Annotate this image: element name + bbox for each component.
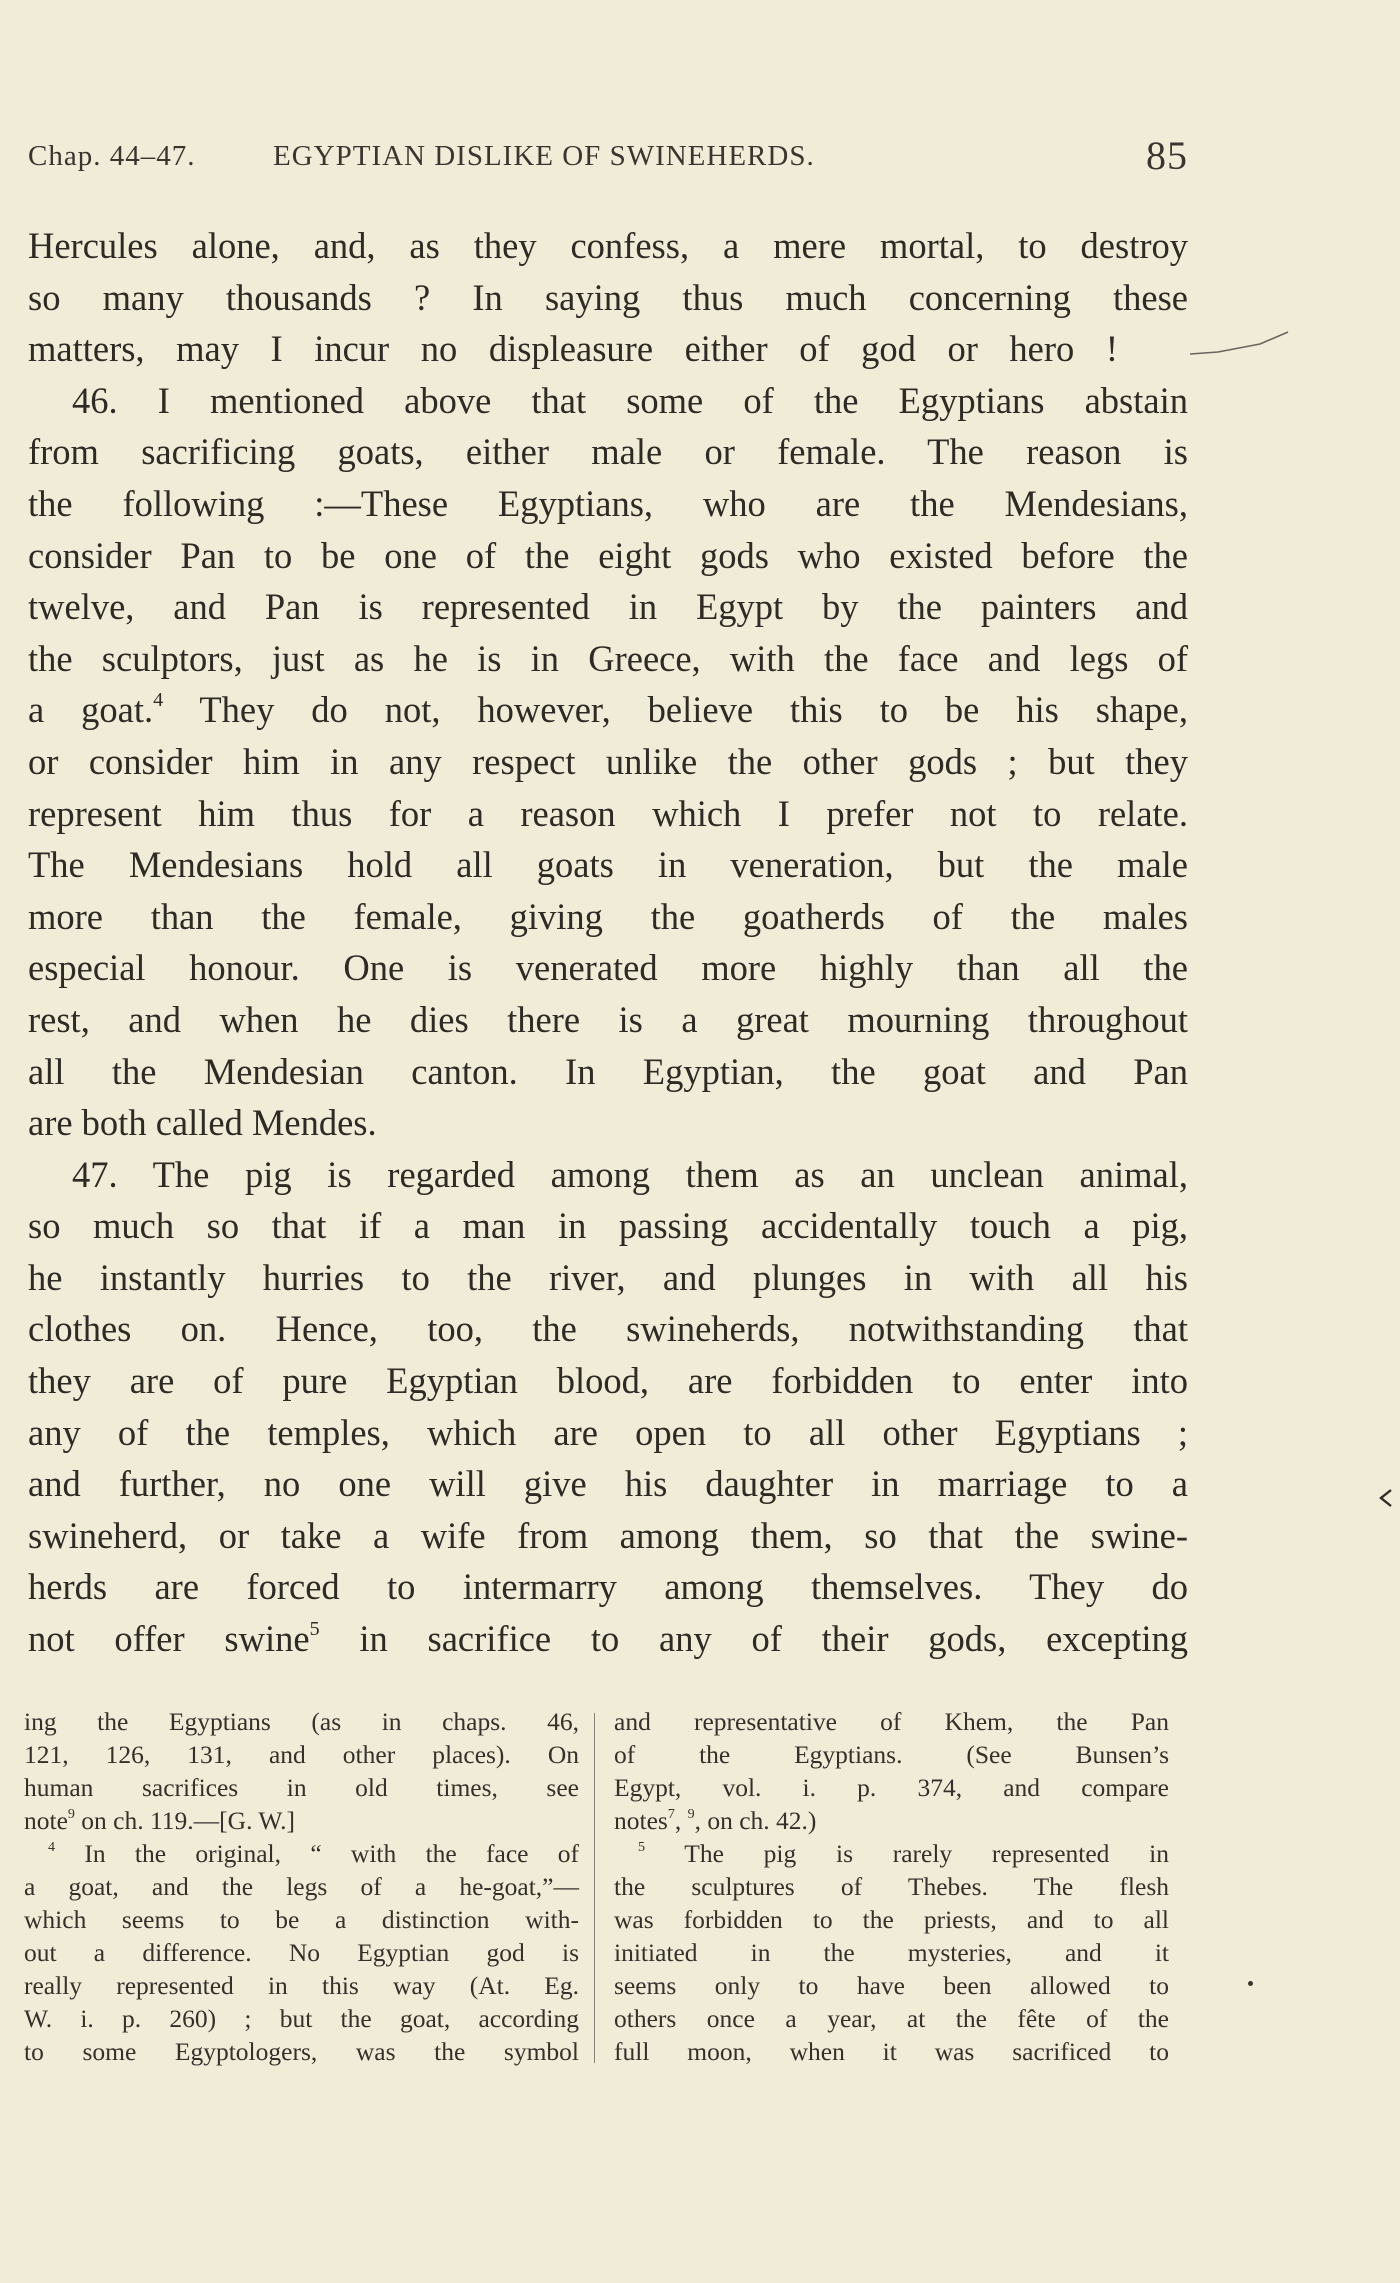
text-line: so much so that if a man in passing accidentally touch a pig, xyxy=(28,1205,1188,1247)
text-line: 46. I mentioned above that some of the Egyptians abstain xyxy=(72,379,1188,421)
footnote-line: out a difference. No Egyptian god is xyxy=(24,1938,579,1967)
main-text xyxy=(28,220,1188,1665)
footnote-line xyxy=(614,1837,1169,1870)
text-line: or consider him in any respect unlike the other gods ; but they xyxy=(28,740,1188,782)
text-segment: not offer swine xyxy=(28,1618,310,1660)
text-segment: note xyxy=(24,1806,68,1835)
text-line: any of the temples, which are open to all other Egyptians ; xyxy=(28,1411,1188,1453)
footnote-line: Egypt, vol. i. p. 374, and compare xyxy=(614,1773,1169,1802)
footnote-line: and representative of Khem, the Pan xyxy=(614,1707,1169,1736)
footnote-line: to some Egyptologers, was the symbol xyxy=(24,2037,579,2066)
text-line: the sculptors, just as he is in Greece, with the face and legs of xyxy=(28,637,1188,679)
text-segment: They do not, however, believe this to be his shape, xyxy=(163,689,1189,731)
footnote-marker[interactable]: 4 xyxy=(153,689,164,712)
footnote-number: 5 xyxy=(638,1839,646,1855)
chapter-reference: Chap. 44–47. xyxy=(28,140,196,172)
text-line: represent him thus for a reason which I prefer not to relate. xyxy=(28,792,1188,834)
text-line: and further, no one will give his daughter in marriage to a xyxy=(28,1463,1188,1505)
text-line: all the Mendesian canton. In Egyptian, the goat and Pan xyxy=(28,1050,1188,1092)
text-line: matters, may I incur no displeasure either of god or hero ! xyxy=(28,328,1118,370)
text-line: they are of pure Egyptian blood, are forbidden to enter into xyxy=(28,1360,1188,1402)
footnote-number: 4 xyxy=(48,1839,56,1855)
text-line: twelve, and Pan is represented in Egypt by the painters and xyxy=(28,586,1188,628)
footnotes-left-column xyxy=(24,1705,579,2068)
footnote-line xyxy=(24,1837,579,1870)
footnote-line: seems only to have been allowed to xyxy=(614,1971,1169,2000)
note-reference: 9 xyxy=(67,1806,75,1822)
footnote-line: notes$^7$, $^9$, on ch. 42.) xyxy=(614,1806,817,1835)
footnote-line: which seems to be a distinction with- xyxy=(24,1905,579,1934)
margin-dot xyxy=(1248,1981,1253,1986)
text-line: the following :—These Egyptians, who are the Mendesians, xyxy=(28,482,1188,524)
text-line: so many thousands ? In saying thus much concerning these xyxy=(28,276,1188,318)
footnote-line: of the Egyptians. (See Bunsen’s xyxy=(614,1740,1169,1769)
footnote-line: others once a year, at the fête of the xyxy=(614,2004,1169,2033)
page-number: 85 xyxy=(1146,133,1188,178)
text-line: consider Pan to be one of the eight gods who existed before the xyxy=(28,534,1188,576)
text-line: rest, and when he dies there is a great mourning throughout xyxy=(28,998,1188,1040)
footnote-line: was forbidden to the priests, and to all xyxy=(614,1905,1169,1934)
text-line: clothes on. Hence, too, the swineherds, notwithstanding that xyxy=(28,1308,1188,1350)
footnote-line: the sculptures of Thebes. The flesh xyxy=(614,1872,1169,1901)
note-reference: 7 xyxy=(667,1806,675,1822)
text-line: are both called Mendes. xyxy=(28,1102,377,1144)
footnote-line: a goat, and the legs of a he-goat,”— xyxy=(24,1872,579,1901)
text-line: The Mendesians hold all goats in veneration, but the male xyxy=(28,844,1188,886)
text-segment: on ch. 119.—[G. W.] xyxy=(74,1806,295,1835)
column-divider xyxy=(594,1713,595,2063)
running-title: EGYPTIAN DISLIKE OF SWINEHERDS. xyxy=(273,140,815,172)
margin-arrow-mark xyxy=(1378,1487,1394,1509)
text-line: 47. The pig is regarded among them as an unclean animal, xyxy=(72,1153,1188,1195)
text-line: herds are forced to intermarry among themselves. They do xyxy=(28,1566,1188,1608)
text-line: from sacrificing goats, either male or female. The reason is xyxy=(28,431,1188,473)
footnote-line: ing the Egyptians (as in chaps. 46, xyxy=(24,1707,579,1736)
text-line: swineherd, or take a wife from among them, so that the swine- xyxy=(28,1514,1188,1556)
text-segment: notes xyxy=(614,1806,668,1835)
footnote-line: human sacrifices in old times, see xyxy=(24,1773,579,1802)
text-segment: , on ch. 42.) xyxy=(694,1806,817,1835)
text-segment: In the original, “ with the face of xyxy=(84,1839,580,1868)
footnotes-right-column xyxy=(614,1705,1169,2068)
footnote-marker[interactable]: 5 xyxy=(309,1617,320,1640)
text-line: especial honour. One is venerated more highly than all the xyxy=(28,947,1188,989)
text-line: more than the female, giving the goatherds of the males xyxy=(28,895,1188,937)
footnote-line: full moon, when it was sacrificed to xyxy=(614,2037,1169,2066)
note-reference: 9 xyxy=(687,1806,695,1822)
footnote-line: 121, 126, 131, and other places). On xyxy=(24,1740,579,1769)
margin-pencil-mark xyxy=(1188,330,1298,370)
footnotes xyxy=(24,1705,1176,2075)
text-line: Hercules alone, and, as they confess, a mere mortal, to destroy xyxy=(28,225,1188,266)
footnote-line: W. i. p. 260) ; but the goat, according xyxy=(24,2004,579,2033)
footnote-line: really represented in this way (At. Eg. xyxy=(24,1971,579,2000)
text-segment: in sacrifice to any of their gods, excepting xyxy=(319,1618,1188,1660)
footnote-line: initiated in the mysteries, and it xyxy=(614,1938,1169,1967)
text-line-with-footnote xyxy=(28,684,1188,736)
text-line-with-footnote xyxy=(28,1613,1188,1665)
text-line: he instantly hurries to the river, and plunges in with all his xyxy=(28,1256,1188,1298)
footnote-line xyxy=(24,1804,579,1837)
text-segment: The pig is rarely represented in xyxy=(684,1839,1169,1868)
text-segment: a goat. xyxy=(28,689,154,731)
